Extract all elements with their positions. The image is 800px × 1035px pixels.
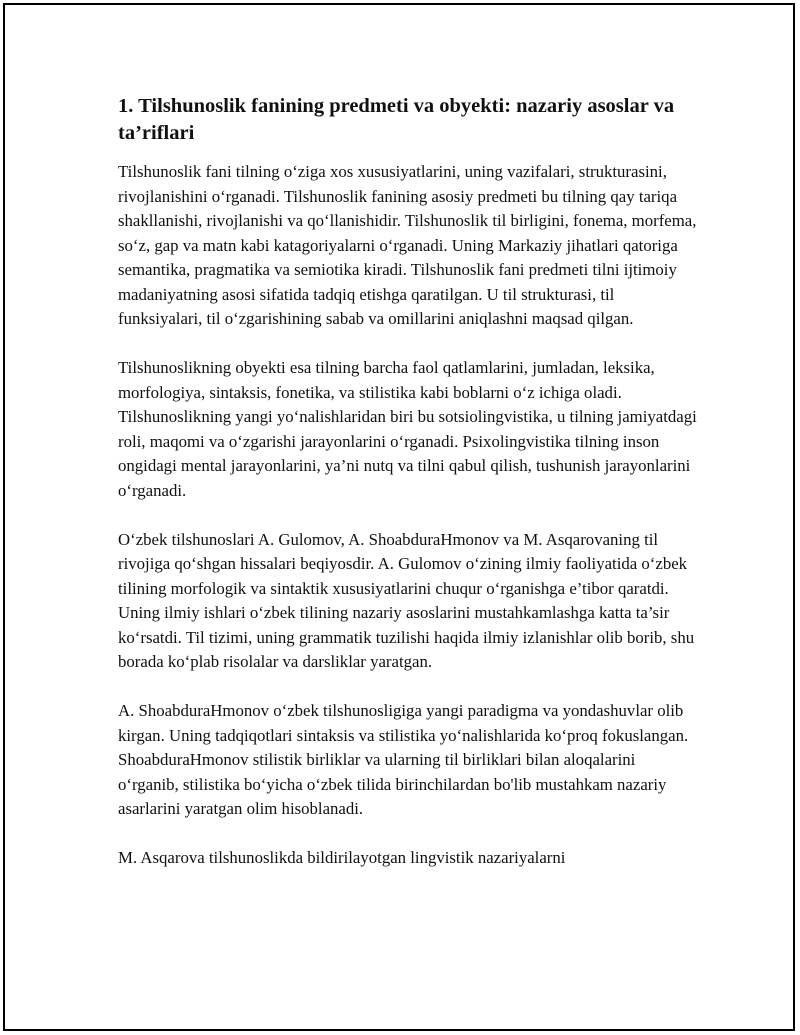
section-heading: 1. Tilshunoslik fanining predmeti va obyekti: nazariy asoslar va ta’riflari: [118, 95, 675, 144]
paragraph-object: Tilshunoslikning obyekti esa tilning barcha faol qatlamlarini, jumladan, leksika, morfologiya, sintaksis, fonetika, va stilistika kabi boblarni o‘z ichiga oladi. Tilshunoslikning yangi yo‘nalishlaridan biri bu sotsiolingvistika, u tilning jamiyatdagi roli, maqomi va o‘zgarishi jarayonlarini o‘rganadi. Psixolingvistika tilning inson ongidagi mental jarayonlarini, ya’ni nutq va tilni qabul qilish, tushunish jarayonlarini o‘rganadi.: [118, 358, 697, 500]
paragraph-uzbek-linguists: O‘zbek tilshunoslari A. Gulomov, A. ShoabduraHmonov va M. Asqarovaning til rivojiga qo‘shgan hissalari beqiyosdir. A. Gulomov o‘zining ilmiy faoliyatida o‘zbek tilining morfologik va sintaktik xususiyatlarini chuqur o‘rganishga e’tibor qaratdi. Uning ilmiy ishlari o‘zbek tilining nazariy asoslarini mustahkamlashga katta ta’sir ko‘rsatdi. Til tizimi, uning grammatik tuzilishi haqida ilmiy izlanishlar olib borib, shu borada ko‘plab risolalar va darsliklar yaratgan.: [118, 529, 695, 671]
paragraph-subject: Tilshunoslik fani tilning o‘ziga xos xususiyatlarini, uning vazifalari, strukturasini, rivojlanishini o‘rganadi. Tilshunoslik fanining asosiy predmeti bu tilning qay tariqa shakllanishi, rivojlanishi va qo‘llanishidir. Tilshunoslik til birligini, fonema, morfema, so‘z, gap va matn kabi katagoriyalarni o‘rganadi. Uning Markaziy jihatlari qatoriga semantika, pragmatika va semiotika kiradi. Tilshunoslik fani predmeti tilni ijtimoiy madaniyatning asosi sifatida tadqiq etishga qaratilgan. U til strukturasi, til funksiyalari, til o‘zgarishining sabab va omillarini aniqlashni maqsad qilgan.: [118, 162, 697, 328]
document-body: [118, 93, 698, 895]
paragraph-asqarova: M. Asqarova tilshunoslikda bildirilayotgan lingvistik nazariyalarni: [118, 848, 566, 867]
paragraph-shoabdurahmonov: A. ShoabduraHmonov o‘zbek tilshunosligiga yangi paradigma va yondashuvlar olib kirgan. Uning tadqiqotlari sintaksis va stilistika yo‘nalishlarida ko‘proq fokuslangan. ShoabduraHmonov stilistik birliklar va ularning til birliklari bilan aloqalarini o‘rganib, stilistika bo‘yicha o‘zbek tilida birinchilardan bo'lib mustahkam nazariy asarlarini yaratgan olim hisoblanadi.: [118, 701, 689, 818]
